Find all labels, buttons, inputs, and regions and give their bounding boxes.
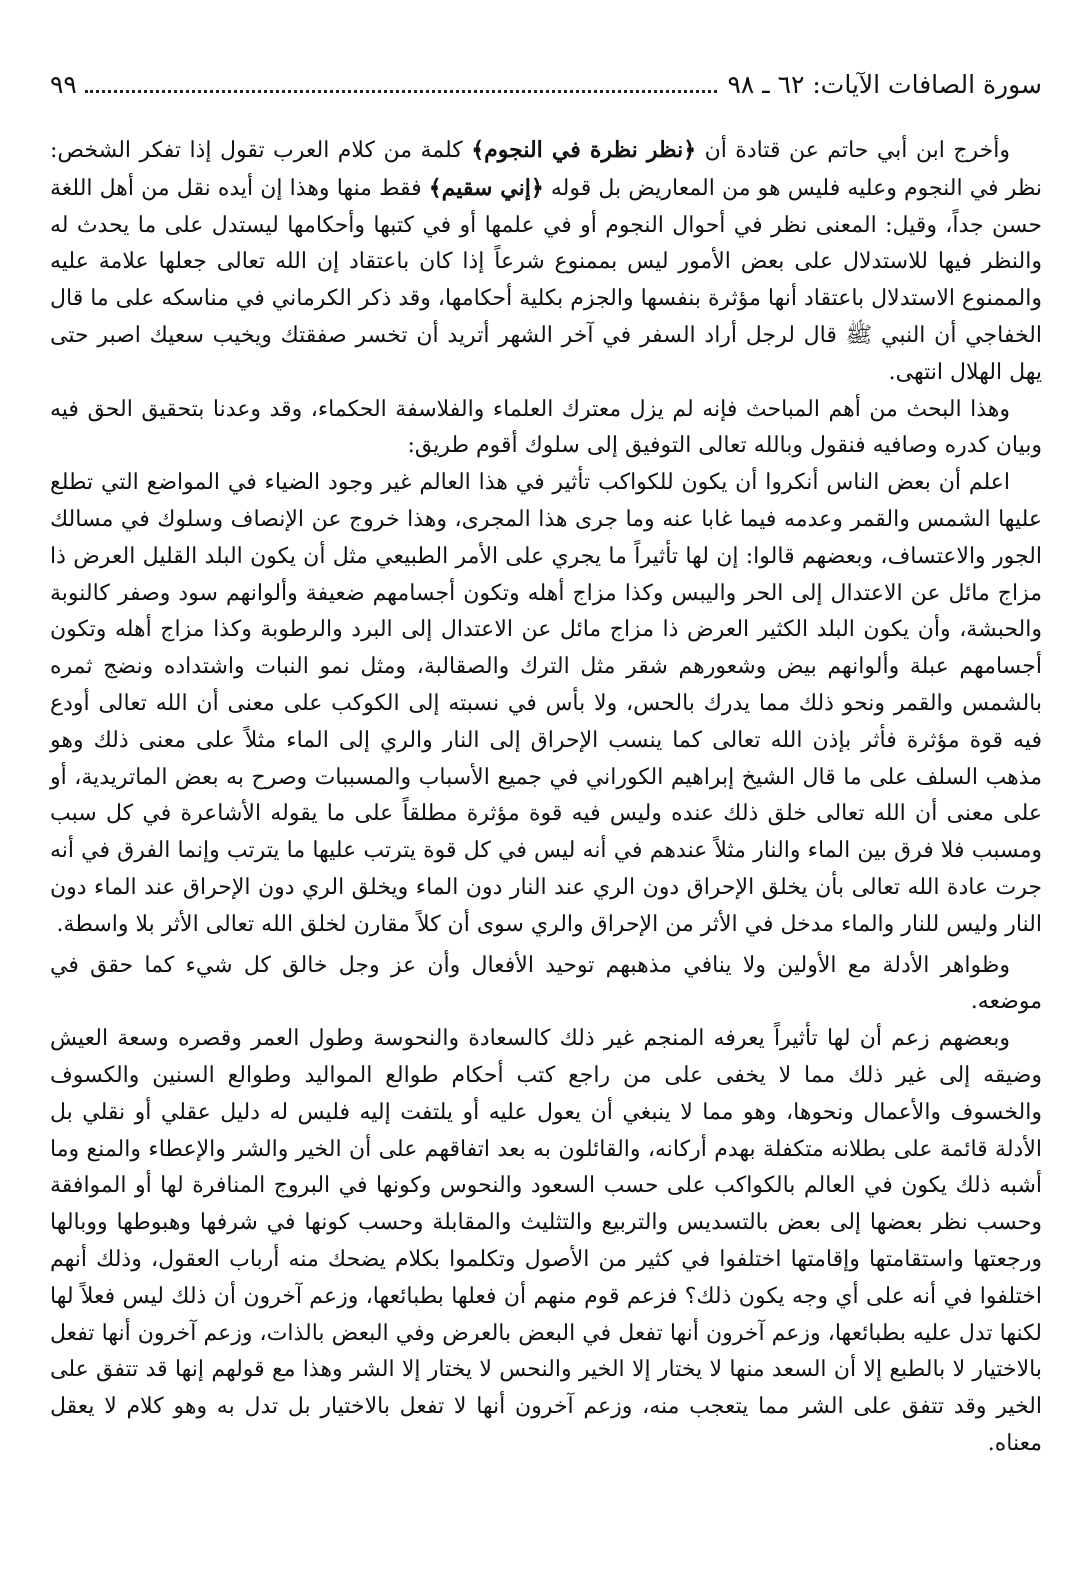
paragraph-4: وظواهر الأدلة مع الأولين ولا ينافي مذهبهم توحيد الأفعال وأن عز وجل خالق كل شيء كما حقق في موضعه. [50, 952, 1042, 1015]
header-title: سورة الصافات الآيات: ٦٢ ـ ٩٨ [727, 70, 1042, 99]
body-text [50, 132, 1042, 1463]
paragraph-3: اعلم أن بعض الناس أنكروا أن يكون للكواكب تأثير في هذا العالم غير وجود الضياء في المواضع التي تطلع عليها الشمس والقمر وعدمه فيما غابا عنه وما جرى هذا المجرى، وهذا خروج عن الإنصاف وسلوك في مسالك الجور والاعتساف، وبعضهم قالوا: إن لها تأثيراً ما يجري على الأمر الطبيعي مثل أن يكون البلد القليل العرض ذا مزاج مائل عن الاعتدال إلى الحر واليبس وكذا مزاج أهله وتكون أجسامهم ضعيفة وألوانهم سود وصفر كالنوبة والحبشة، وأن يكون البلد الكثير العرض ذا مزاج مائل عن الاعتدال إلى البرد والرطوبة وكذا مزاج أهله وتكون أجسامهم عبلة وألوانهم بيض وشعورهم شقر مثل الترك والصقالبة، ومثل نمو النبات واشتداده ونضج ثمره بالشمس والقمر ونحو ذلك مما يدرك بالحس، ولا بأس في نسبته إلى الكوكب على معنى أن الله تعالى أودع فيه قوة مؤثرة فأثر بإذن الله تعالى كما ينسب الإحراق إلى النار والري إلى الماء مثلاً على معنى ذلك وهو مذهب السلف على ما قال الشيخ إبراهيم الكوراني في جميع الأسباب والمسببات وصرح به بعض الماتريدية، أو على معنى أن الله تعالى خلق ذلك عنده وليس فيه قوة مؤثرة مطلقاً على ما يقوله الأشاعرة في كل سبب ومسبب فلا فرق بين الماء والنار مثلاً عندهم في أنه ليس في كل قوة يترتب عليها ما يترتب وإنما الفرق في أنه جرت عادة الله تعالى بأن يخلق الإحراق دون الري عند النار دون الماء ويخلق الري دون الإحراق عند الماء دون النار وليس للنار والماء مدخل في الأثر من الإحراق والري سوى أن كلاً مقارن لخلق الله تعالى الأثر بلا واسطة. [50, 470, 1042, 937]
document-page [50, 70, 1042, 1463]
paragraph-5: وبعضهم زعم أن لها تأثيراً يعرفه المنجم غير ذلك كالسعادة والنحوسة وطول العمر وقصره وسعة العيش وضيقه إلى غير ذلك مما لا يخفى على من راجع كتب أحكام طوالع المواليد وطوالع السنين والكسوف والخسوف والأعمال ونحوها، وهو مما لا ينبغي أن يعول عليه أو يلتفت إليه فليس له دليل عقلي أو نقلي بل الأدلة قائمة على بطلانه متكفلة بهدم أركانه، والقائلون به بعد اتفاقهم على أن الخير والشر والإعطاء والمنع وما أشبه ذلك يكون في العالم بالكواكب على حسب السعود والنحوس وكونها في البروج المنافرة لها أو الموافقة وحسب نظر بعضها إلى بعض بالتسديس والتربيع والتثليث والمقابلة وحسب كونها في شرفها وهبوطها ووبالها ورجعتها واستقامتها وإقامتها اختلفوا في كثير من الأصول وتكلموا بكلام يضحك منه أرباب العقول، وذلك أنهم اختلفوا في أنه على أي وجه يكون ذلك؟ فزعم قوم منهم أن فعلها بطبائعها، وزعم آخرون أن ذلك ليس فعلاً لها لكنها تدل عليه بطبائعها، وزعم آخرون أنها تفعل في البعض بالعرض وفي البعض بالذات، وزعم آخرون أنها تفعل بالاختيار لا بالطبع إلا أن السعد منها لا يختار إلا الخير والنحس لا يختار إلا الشر وهذا مع قولهم إنها قد تتفق على الخير وقد تتفق على الشر مما يتعجب منه، وزعم آخرون أنها لا تفعل بالاختيار بل تدل به وهو كلام لا يعقل معناه. [50, 1026, 1042, 1456]
paragraph-1-mid: كلمة من كلام العرب تقول إذا تفكر الشخص: نظر في النجوم وعليه فليس هو من المعاريض بل قوله [50, 138, 1043, 201]
running-header [50, 70, 1042, 110]
paragraph-2: وهذا البحث من أهم المباحث فإنه لم يزل معترك العلماء والفلاسفة الحكماء، وقد وعدنا بتحقيق الحق فيه وبيان كدره وصافيه فنقول وبالله تعالى التوفيق إلى سلوك أقوم طريق: [50, 396, 1042, 459]
header-dot-leader [85, 89, 718, 93]
paragraph-1 [50, 132, 1042, 392]
quran-quote-2: ﴿إني سقيم﴾ [428, 174, 544, 201]
paragraph-1-post: فقط منها وهذا إن أيده نقل من أهل اللغة حسن جداً، وقيل: المعنى نظر في أحوال النجوم أو في علمها أو في كتبها وأحكامها ليستدل على ما يحدث له والنظر فيها للاستدلال على بعض الأمور ليس بممنوع شرعاً إذا كان باعتقاد إن الله تعالى جعلها علامة عليه والممنوع الاستدلال باعتقاد أنها مؤثرة بنفسها والجزم بكلية أحكامها، وقد ذكر الكرماني في مناسكه على ما قال الخفاجي أن النبي ﷺ قال لرجل أراد السفر في آخر الشهر أتريد أن تخسر صفقتك ويخيب سعيك اصبر حتى يهل الهلال انتهى. [50, 175, 1042, 385]
paragraph-1-pre: وأخرج ابن أبي حاتم عن قتادة أن [696, 138, 1011, 163]
page-number: ٩٩ [50, 70, 77, 99]
quran-quote-1: ﴿نظر نظرة في النجوم﴾ [471, 137, 697, 163]
